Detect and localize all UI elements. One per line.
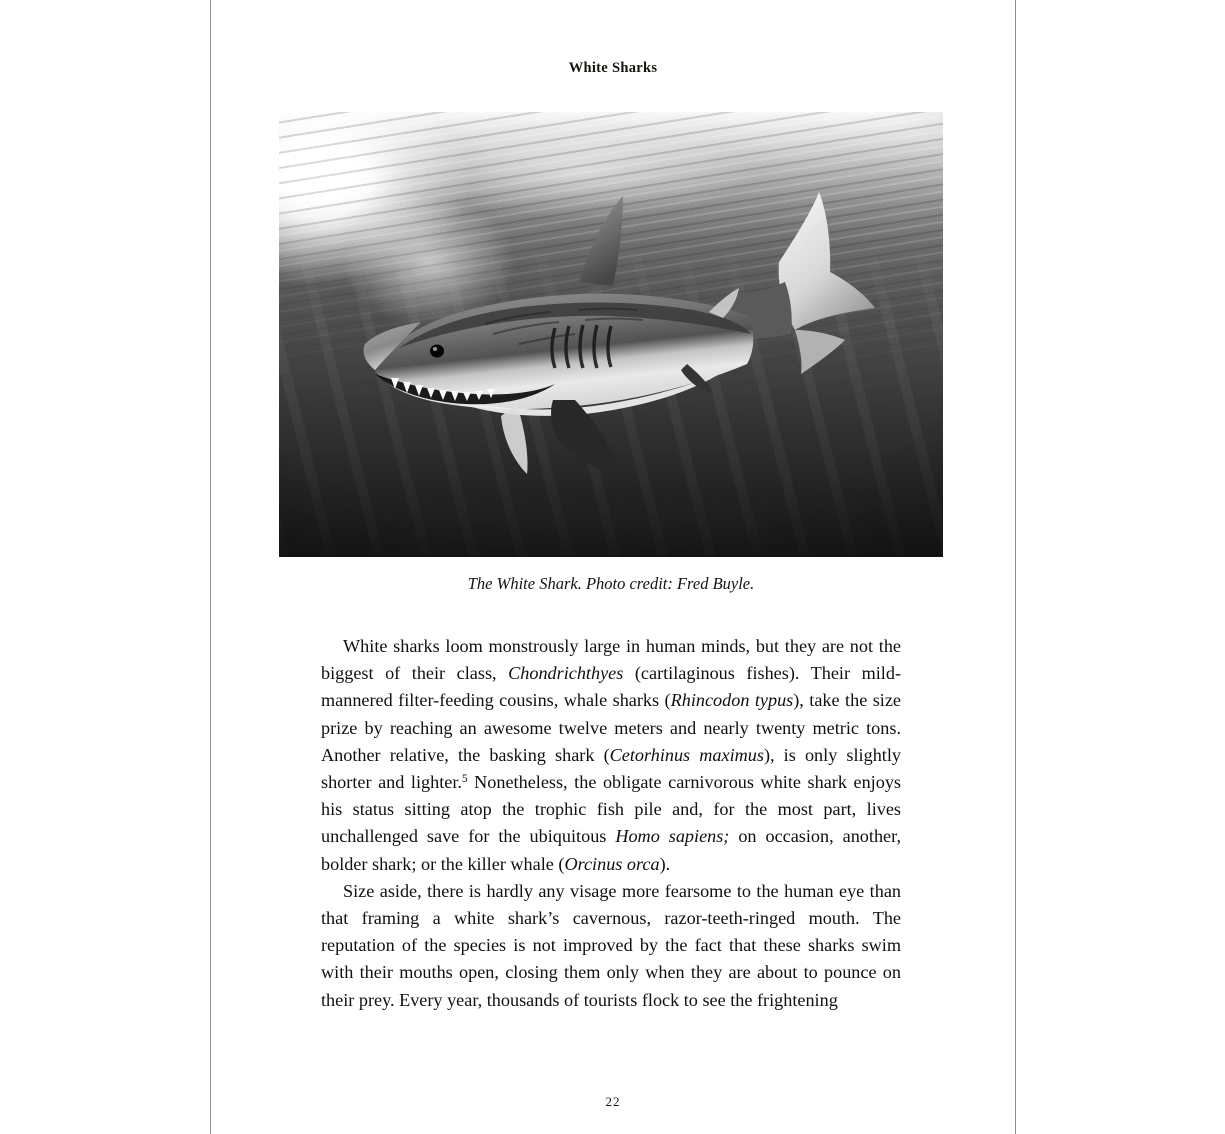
text-run: ), take the size prize by reaching an awesome twelve meters and nearly twenty metric tons. Another relative, the basking shark (: [321, 690, 901, 765]
photo-vignette: [279, 112, 943, 557]
running-head-chapter-title: White Sharks: [568, 60, 658, 76]
paragraph-1: [321, 633, 901, 878]
text-run: Nonetheless, the obligate carnivorous white shark enjoys his status sitting atop the trophic fish pile and, for the most part, lives unchallenged save for the ubiquitous: [321, 772, 901, 847]
figure-block: [279, 112, 943, 557]
species-name: Chondrichthyes: [508, 663, 624, 684]
shark-photograph: [279, 112, 943, 557]
text-run: on occasion, another, bolder shark; or the killer whale (: [321, 826, 901, 874]
page-number-folio: 22: [605, 1094, 621, 1109]
body-text-column: [321, 633, 901, 1014]
text-run: ).: [659, 853, 671, 874]
text-run: ), is only slightly shorter and lighter.: [321, 744, 901, 793]
text-run: White sharks loom monstrously large in human minds, but they are not the biggest of their class,: [321, 636, 901, 684]
figure-caption: The White Shark. Photo credit: Fred Buyle.: [467, 574, 755, 593]
species-name: Rhincodon typus: [670, 690, 794, 711]
page-edge-rule-left: [210, 0, 211, 1134]
page-edge-rule-right: [1015, 0, 1016, 1134]
species-name: Homo sapiens;: [615, 826, 730, 847]
paragraph-2: [321, 878, 901, 1014]
footnote-marker: 5: [461, 773, 468, 786]
species-name: Cetorhinus maximus: [609, 744, 764, 765]
text-run: Size aside, there is hardly any visage more fearsome to the human eye than that framing a white shark’s cavernous, razor-teeth-ringed mouth. The reputation of the species is not improved by the fact that these sharks swim with their mouths open, closing them only when they are about to pounce on their prey. Every year, thousands of tourists flock to see the frightening: [321, 880, 901, 1010]
species-name: Orcinus orca: [564, 853, 660, 874]
text-run: (cartilaginous fishes). Their mild-mannered filter-feeding cousins, whale sharks (: [321, 663, 901, 711]
